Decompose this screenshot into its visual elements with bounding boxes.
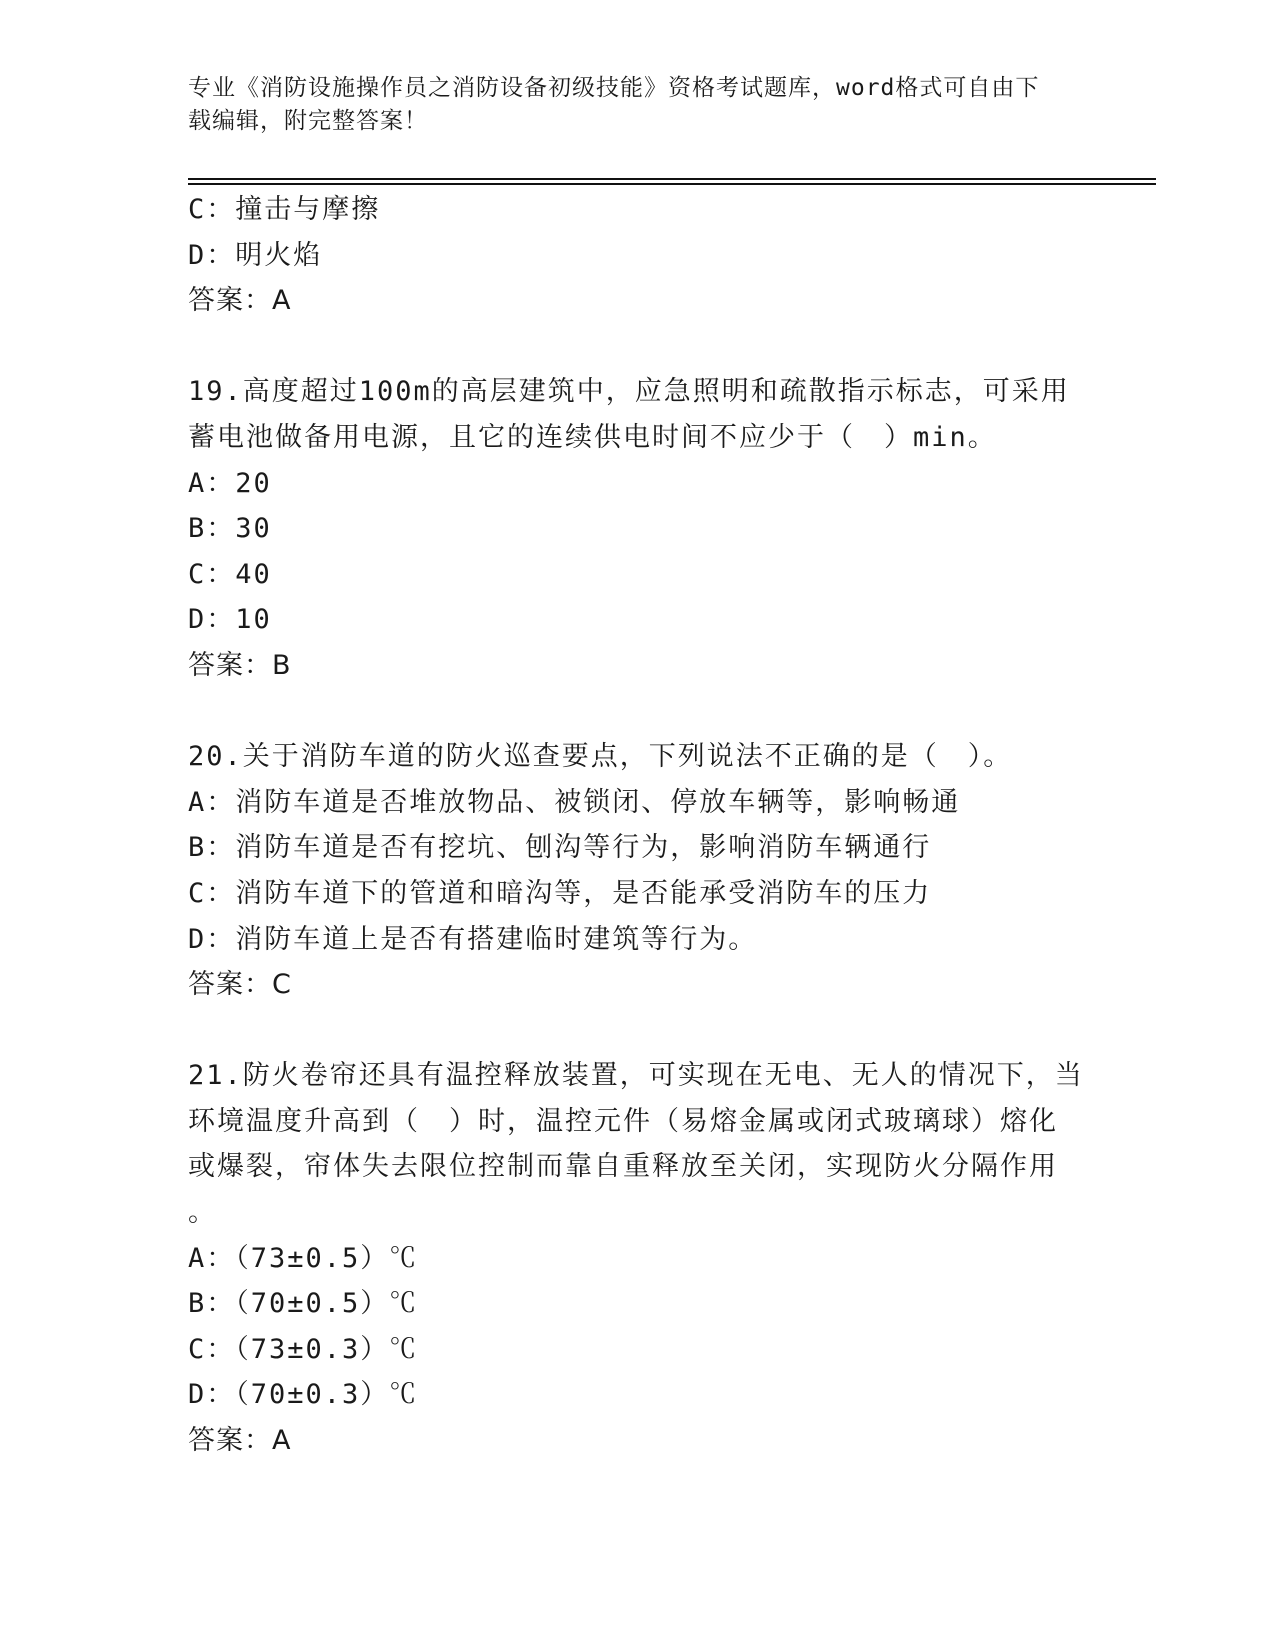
- option-text: 40: [235, 558, 272, 590]
- option-label: D：: [188, 923, 236, 955]
- option-label: C：: [188, 877, 236, 909]
- spacer: [188, 1008, 1088, 1054]
- option-a: [188, 1236, 1088, 1282]
- answer-line: 答案：C: [188, 969, 292, 1001]
- option-label: B：: [188, 1288, 236, 1320]
- header-line-2: 载编辑，附完整答案！: [188, 108, 428, 134]
- option-label: B：: [188, 832, 236, 864]
- question-text-line: 21.防火卷帘还具有温控释放装置，可实现在无电、无人的情况下，当: [188, 1060, 1084, 1092]
- option-text: （73±0.5）℃: [235, 1242, 419, 1274]
- option-label: A：: [188, 467, 236, 499]
- option-text: 10: [235, 604, 272, 636]
- option-c: [188, 187, 1088, 233]
- option-d: [188, 917, 1088, 963]
- option-text: （70±0.5）℃: [235, 1288, 419, 1320]
- option-b: [188, 506, 1088, 552]
- option-label: C：: [188, 1333, 236, 1365]
- option-label: D：: [188, 604, 236, 636]
- option-label: B：: [188, 513, 236, 545]
- option-a: [188, 780, 1088, 826]
- spacer: [188, 324, 1088, 370]
- question-content: [188, 187, 1088, 1464]
- option-text: 明火焰: [235, 239, 323, 271]
- option-d: [188, 597, 1088, 643]
- question-text-line: 19.高度超过100m的高层建筑中，应急照明和疏散指示标志，可采用: [188, 376, 1070, 408]
- option-label: C：: [188, 194, 236, 225]
- option-a: [188, 461, 1088, 507]
- question-20: [188, 734, 1088, 1008]
- option-text: 消防车道上是否有搭建临时建筑等行为。: [235, 923, 758, 955]
- option-c: [188, 871, 1088, 917]
- option-b: [188, 825, 1088, 871]
- option-label: D：: [188, 1379, 236, 1411]
- option-label: D：: [188, 239, 236, 271]
- question-text-line: 或爆裂，帘体失去限位控制而靠自重释放至关闭，实现防火分隔作用: [188, 1151, 1058, 1183]
- option-c: [188, 1327, 1088, 1373]
- option-text: 消防车道下的管道和暗沟等，是否能承受消防车的压力: [235, 877, 932, 909]
- answer-line: 答案：A: [188, 1425, 292, 1457]
- header-divider-top: [188, 178, 1156, 180]
- option-text: （70±0.3）℃: [235, 1379, 419, 1411]
- option-label: C：: [188, 558, 236, 590]
- question-text-line: 蓄电池做备用电源，且它的连续供电时间不应少于（ ）min。: [188, 421, 997, 453]
- answer-line: 答案：A: [188, 285, 292, 317]
- option-text: （73±0.3）℃: [235, 1333, 419, 1365]
- option-label: A：: [188, 786, 236, 818]
- option-text: 20: [235, 467, 272, 499]
- question-text-line: 20.关于消防车道的防火巡查要点，下列说法不正确的是（ ）。: [188, 741, 1013, 773]
- header-divider-bottom: [188, 183, 1156, 185]
- question-text-line: 环境温度升高到（ ）时，温控元件（易熔金属或闭式玻璃球）熔化: [188, 1105, 1058, 1137]
- header-line-1: 专业《消防设施操作员之消防设备初级技能》资格考试题库，word格式可自由下: [188, 75, 1040, 101]
- answer-line: 答案：B: [188, 649, 292, 681]
- option-d: [188, 233, 1088, 279]
- option-text: 消防车道是否有挖坑、刨沟等行为，影响消防车辆通行: [235, 832, 932, 864]
- question-19: [188, 369, 1088, 688]
- spacer: [188, 689, 1088, 735]
- question-text-line: 。: [188, 1197, 217, 1229]
- option-text: 30: [235, 513, 272, 545]
- option-b: [188, 1281, 1088, 1327]
- document-header: [188, 72, 1068, 138]
- option-text: 消防车道是否堆放物品、被锁闭、停放车辆等，影响畅通: [235, 786, 961, 818]
- option-d: [188, 1372, 1088, 1418]
- option-text: 撞击与摩擦: [235, 194, 381, 225]
- option-c: [188, 552, 1088, 598]
- question-21: [188, 1053, 1088, 1463]
- option-label: A：: [188, 1242, 236, 1274]
